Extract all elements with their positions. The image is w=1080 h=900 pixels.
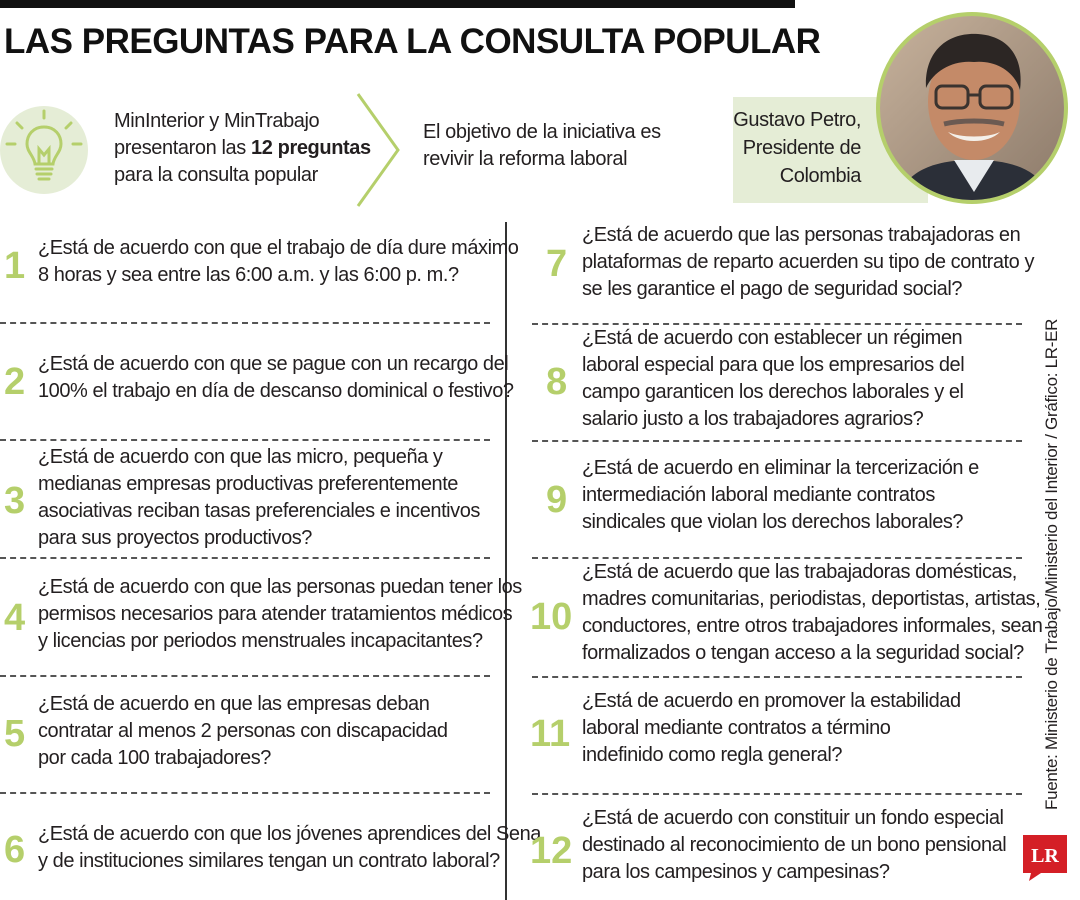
question-number: 2 [4,361,26,403]
row-separator [0,557,490,559]
question-text: ¿Está de acuerdo con constituir un fondo especial destinado al reconocimiento de un bono pensional para los campesinos y campesinas? [582,807,1007,883]
question-text: ¿Está de acuerdo con que el trabajo de día dure máximo 8 horas y sea entre las 6:00 a.m. y las 6:00 p. m.? [38,237,519,286]
question-text: ¿Está de acuerdo con que las micro, pequeña y medianas empresas productivas preferentemente asociativas reciban tasas preferenciales e incentivos para sus proyectos productivos? [38,446,480,549]
question-text: ¿Está de acuerdo en eliminar la tercerización e intermediación laboral mediante contratos sindicales que violan los derechos laborales? [582,457,979,533]
question-number: 6 [4,829,26,871]
portrait-photo [874,10,1070,206]
row-separator [0,675,490,677]
top-rule [0,0,795,8]
question-number: 1 [4,245,26,287]
question-number: 5 [4,713,26,755]
svg-text:LR: LR [1031,845,1059,867]
intro-text-bold: 12 preguntas [251,137,371,159]
lightbulb-icon [0,103,92,195]
question-text: ¿Está de acuerdo en promover la estabilidad laboral mediante contratos a término indefinido como regla general? [582,690,961,766]
question-text: ¿Está de acuerdo con que los jóvenes aprendices del Sena y de instituciones similares tengan un contrato laboral? [38,823,541,872]
question-text: ¿Está de acuerdo con que las personas puedan tener los permisos necesarios para atender tratamientos médicos y licencias por periodos menstruales incapacitantes? [38,576,522,652]
question-number: 8 [546,361,568,403]
question-number: 3 [4,480,26,522]
row-separator [532,440,1022,442]
row-separator [0,439,490,441]
row-separator [532,676,1022,678]
question-number: 10 [530,596,573,638]
chevron-right-icon [354,92,404,208]
question-number: 4 [4,597,26,639]
lr-logo [1021,833,1069,881]
question-number: 9 [546,479,568,521]
row-separator [0,792,490,794]
row-separator [532,793,1022,795]
question-number: 12 [530,830,573,872]
intro-text [114,108,374,189]
question-text: ¿Está de acuerdo que las trabajadoras domésticas, madres comunitarias, periodistas, deportistas, artistas, conductores, entre otros trabajadores informales, sean formalizados o tengan acceso a la seguridad social? [582,561,1043,664]
question-text: ¿Está de acuerdo con que se pague con un recargo del 100% el trabajo en día de descanso dominical o festivo? [38,353,514,402]
row-separator [0,322,490,324]
question-text: ¿Está de acuerdo que las personas trabajadoras en plataformas de reparto acuerden su tipo de contrato y se les garantice el pago de seguridad social? [582,224,1034,300]
question-text: ¿Está de acuerdo en que las empresas deban contratar al menos 2 personas con discapacidad por cada 100 trabajadores? [38,693,448,769]
page-title: LAS PREGUNTAS PARA LA CONSULTA POPULAR [4,22,821,61]
question-number: 7 [546,243,568,285]
intro-text-part: MinInterior y MinTrabajo presentaron las [114,110,320,159]
question-text: ¿Está de acuerdo con establecer un régimen laboral especial para que los empresarios del campo garanticen los derechos laborales y el salario justo a los trabajadores agrarios? [582,327,965,430]
intro-text-part: para la consulta popular [114,164,318,186]
source-credit: Fuente: Ministerio de Trabajo/Ministerio del Interior / Gráfico: LR-ER [1042,318,1061,810]
photo-caption: Gustavo Petro, Presidente de Colombia [733,109,861,187]
column-divider [505,222,507,900]
objective-text: El objetivo de la iniciativa es revivir la reforma laboral [423,121,661,170]
question-number: 11 [530,713,571,755]
